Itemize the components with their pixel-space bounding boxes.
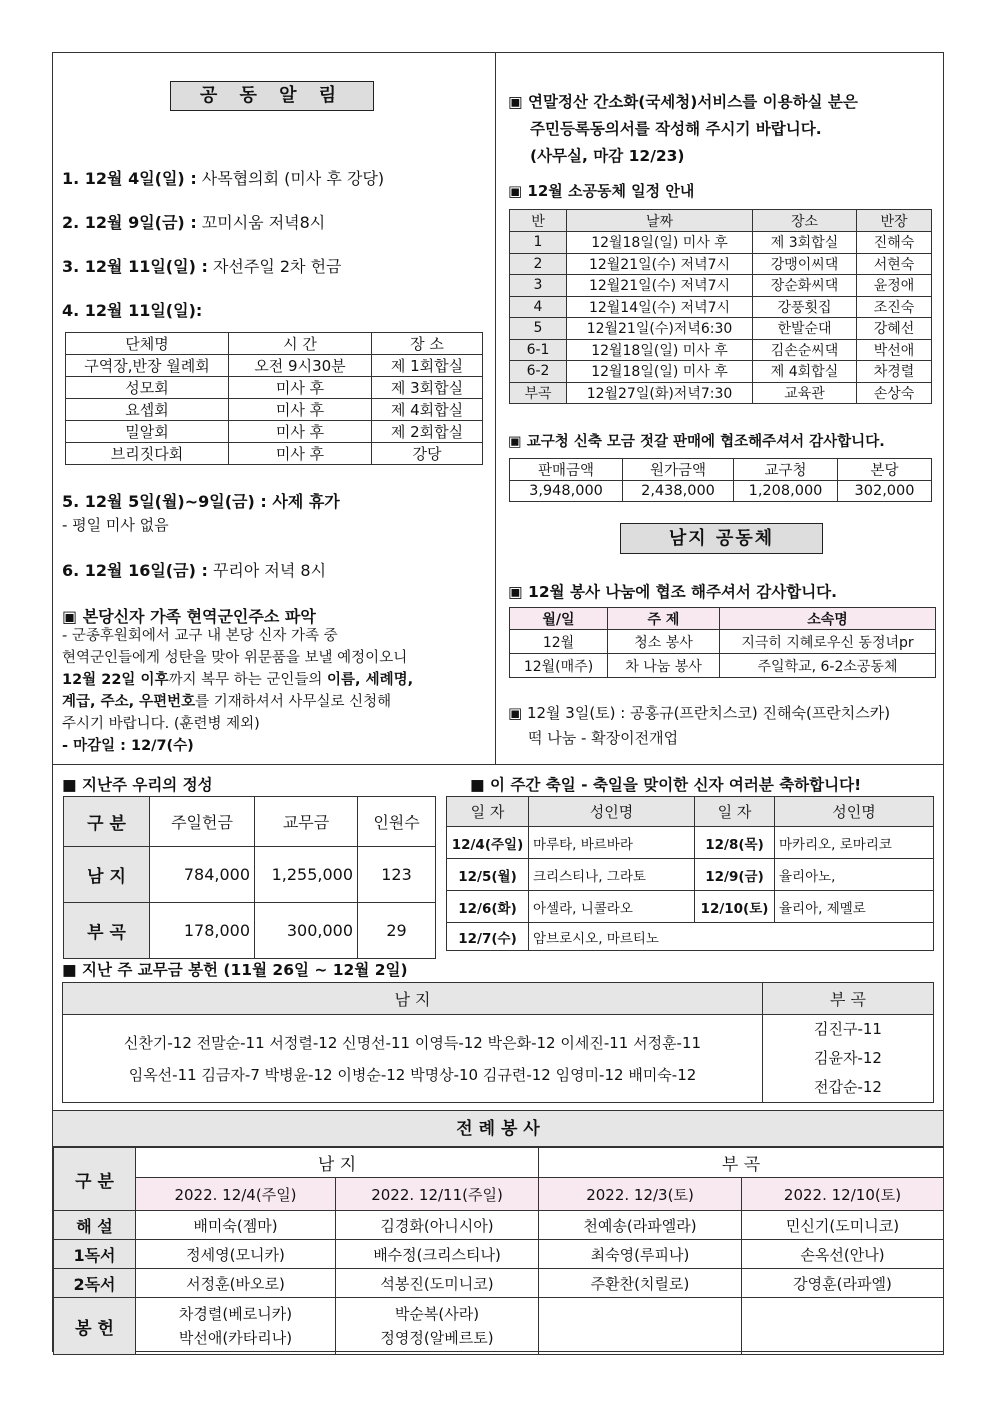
table-cell: 5: [510, 318, 567, 340]
table-cell: 2독서: [54, 1269, 136, 1298]
table-header-row: [64, 797, 436, 847]
table-cell: 교육관: [753, 382, 857, 404]
table-cell: 12/6(화): [447, 891, 529, 923]
table-cell: 6-2: [510, 361, 567, 383]
offer-name: 박선애(카타리나): [178, 1329, 293, 1347]
table-header: 인원수: [358, 797, 436, 847]
offering-table: [63, 796, 436, 959]
notice-item-4: 4. 12월 11일(일):: [62, 301, 203, 320]
table-row: [510, 481, 932, 502]
table-cell: 2,438,000: [623, 481, 734, 502]
table-row: [54, 1298, 944, 1355]
table-row: [447, 827, 934, 859]
table-cell: 율리아노,: [775, 859, 934, 891]
table-cell: 진해숙: [857, 232, 932, 254]
table-cell: 12월21일(수) 저녁7시: [567, 275, 753, 297]
table-header-row: [447, 797, 934, 827]
table-header: 원가금액: [623, 459, 734, 481]
notice-item-5-sub: - 평일 미사 없음: [62, 516, 169, 534]
feast-heading: ■ 이 주간 축일 - 축일을 맞이한 신자 여러분 축하합니다!: [470, 776, 862, 794]
table-row: [54, 1240, 944, 1269]
table-cell: 민신기(도미니코): [742, 1211, 944, 1240]
dues-namji-line: 임옥선-11 김금자-7 박병윤-12 이병순-12 박명상-10 김규련-12 임영미-12 배미숙-12: [128, 1065, 697, 1084]
table-cell: 서현숙: [857, 253, 932, 275]
table-cell: 12월18일(일) 미사 후: [567, 232, 753, 254]
table-cell: 윤정애: [857, 275, 932, 297]
table-header: 판매금액: [510, 459, 623, 481]
table-header: 2022. 12/11(주일): [336, 1178, 539, 1211]
table-cell: 해 설: [54, 1211, 136, 1240]
table-cell: 1: [510, 232, 567, 254]
table-cell: 12/8(목): [695, 827, 775, 859]
table-row: [54, 1269, 944, 1298]
table-header: 2022. 12/10(토): [742, 1178, 944, 1211]
table-cell: 123: [358, 847, 436, 903]
table-header: 날짜: [567, 210, 753, 232]
table-header: 장소: [753, 210, 857, 232]
table-cell: 강영훈(라파엘): [742, 1269, 944, 1298]
table-header: 교무금: [255, 797, 358, 847]
table-cell: 제 3회합실: [753, 232, 857, 254]
table-cell: 12/9(금): [695, 859, 775, 891]
table-cell: 302,000: [838, 481, 932, 502]
dues-bugok-entry: 김윤자-12: [814, 1049, 882, 1067]
table-header: 부 곡: [763, 983, 934, 1015]
tax-line-1: ▣ 연말정산 간소화(국세청)서비스를 이용하실 분은: [508, 93, 858, 111]
offering-heading: ■ 지난주 우리의 정성: [62, 776, 213, 794]
table-row: [510, 654, 936, 678]
offer-name: 정영정(알베르토): [380, 1329, 494, 1347]
table-cell: 김경화(아니시아): [336, 1211, 539, 1240]
table-row: [447, 859, 934, 891]
small-community-table: [509, 209, 932, 404]
namji-community-title: 남지 공동체: [620, 523, 823, 554]
table-cell: 배수정(크리스티나): [336, 1240, 539, 1269]
table-header-row: [54, 1178, 944, 1211]
table-cell: 12월(매주): [510, 654, 608, 678]
table-row: [447, 891, 934, 923]
table-cell: 마루타, 바르바라: [529, 827, 695, 859]
notice-item-2: 2. 12월 9일(금) : 꼬미시움 저녁8시: [62, 213, 326, 232]
table-row: [510, 318, 932, 340]
table-header: 남 지: [63, 983, 763, 1015]
table-cell: 12월21일(수) 저녁7시: [567, 253, 753, 275]
table-header: 단체명: [66, 333, 229, 355]
table-cell: 봉 헌: [54, 1298, 136, 1355]
table-cell: 주환찬(치릴로): [539, 1269, 742, 1298]
table-header: 시 간: [229, 333, 372, 355]
table-cell: 석봉진(도미니코): [336, 1269, 539, 1298]
table-cell: 3: [510, 275, 567, 297]
military-line-3: 12월 22일 이후까지 복무 하는 군인들의 이름, 세례명,: [62, 672, 414, 688]
table-header: 반: [510, 210, 567, 232]
table-header: 주일헌금: [150, 797, 255, 847]
table-cell: 차경렬: [857, 361, 932, 383]
table-cell: 지극히 지혜로우신 동정녀pr: [720, 630, 936, 654]
notice-item-6: 6. 12월 16일(금) : 꾸리아 저녁 8시: [62, 561, 327, 580]
table-cell: 조진숙: [857, 296, 932, 318]
table-row: [510, 361, 932, 383]
table-row: [54, 1211, 944, 1240]
table-cell: 크리스티나, 그라토: [529, 859, 695, 891]
service-table: [509, 607, 936, 678]
table-cell: 최숙영(루피나): [539, 1240, 742, 1269]
liturgy-table: [53, 1147, 944, 1355]
group-table-header: [66, 333, 483, 355]
table-row: [510, 232, 932, 254]
notice-item-1: 1. 12월 4일(일) : 사목협의회 (미사 후 강당): [62, 169, 385, 188]
table-cell: [742, 1298, 944, 1355]
table-cell: 성모회: [66, 377, 229, 399]
table-cell: 12월27일(화)저녁7:30: [567, 382, 753, 404]
table-row: [66, 399, 483, 421]
table-cell: 김손순씨댁: [753, 339, 857, 361]
table-header: 소속명: [720, 608, 936, 630]
tax-line-2: 주민등록동의서를 작성해 주시기 바랍니다.: [530, 120, 822, 138]
table-row: [510, 253, 932, 275]
table-cell: 요셉회: [66, 399, 229, 421]
table-cell: 3,948,000: [510, 481, 623, 502]
table-cell: 29: [358, 903, 436, 959]
table-header: 본당: [838, 459, 932, 481]
feast-table: [446, 796, 934, 951]
table-cell: 배미숙(젬마): [136, 1211, 336, 1240]
table-cell: 300,000: [255, 903, 358, 959]
table-cell: 정세영(모니카): [136, 1240, 336, 1269]
notice-item-3: 3. 12월 11일(일) : 자선주일 2차 헌금: [62, 257, 342, 276]
table-cell: 178,000: [150, 903, 255, 959]
table-header: 장 소: [372, 333, 483, 355]
table-cell: 아셀라, 니콜라오: [529, 891, 695, 923]
table-cell: 12월18일(일) 미사 후: [567, 339, 753, 361]
table-header: 일 자: [695, 797, 775, 827]
table-cell: 차 나눔 봉사: [608, 654, 720, 678]
notice-title: 공 동 알 림: [170, 81, 374, 111]
table-cell: 손옥선(안나): [742, 1240, 944, 1269]
table-cell: 강풍횟집: [753, 296, 857, 318]
table-cell: 부곡: [510, 382, 567, 404]
table-row: [64, 847, 436, 903]
table-cell: 부 곡: [64, 903, 150, 959]
table-cell: 남 지: [64, 847, 150, 903]
table-row: [64, 903, 436, 959]
table-cell: 12/10(토): [695, 891, 775, 923]
table-header: 구 분: [64, 797, 150, 847]
service-heading: ▣ 12월 봉사 나눔에 협조 해주셔서 감사합니다.: [508, 583, 838, 601]
table-cell: 구역장,반장 월례회: [66, 355, 229, 377]
military-line-5: 주시기 바랍니다. (훈련병 제외): [62, 716, 260, 732]
table-header: 일 자: [447, 797, 529, 827]
table-cell: 브리짓다회: [66, 443, 229, 465]
military-deadline: - 마감일 : 12/7(수): [62, 738, 194, 754]
table-cell: 박선애: [857, 339, 932, 361]
table-cell: 서정훈(바오로): [136, 1269, 336, 1298]
table-cell: [63, 1015, 763, 1103]
offer-name: 박순복(사라): [394, 1305, 480, 1323]
table-cell: 제 3회합실: [372, 377, 483, 399]
table-cell: 12/7(수): [447, 923, 529, 951]
table-row: [66, 443, 483, 465]
table-cell: 주일학교, 6-2소공동체: [720, 654, 936, 678]
military-line-1: - 군종후원회에서 교구 내 본당 신자 가족 중: [62, 628, 338, 644]
table-cell: 12월: [510, 630, 608, 654]
table-row: [66, 355, 483, 377]
table-cell: 6-1: [510, 339, 567, 361]
table-cell: 청소 봉사: [608, 630, 720, 654]
dec3-line-1: ▣ 12월 3일(토) : 공홍규(프란치스코) 진해숙(프란치스카): [508, 704, 891, 722]
military-line-2: 현역군인들에게 성탄을 맞아 위문품을 보낼 예정이오니: [62, 650, 408, 666]
table-cell: 미사 후: [229, 421, 372, 443]
table-header: 구 분: [54, 1148, 136, 1211]
table-header: 성인명: [775, 797, 934, 827]
table-cell: 한발순대: [753, 318, 857, 340]
table-cell: 천예송(라파엘라): [539, 1211, 742, 1240]
table-header: 성인명: [529, 797, 695, 827]
table-header-row: [510, 459, 932, 481]
table-cell: 강혜선: [857, 318, 932, 340]
table-header: 남 지: [136, 1148, 539, 1178]
table-row: [510, 296, 932, 318]
table-cell: 12/5(월): [447, 859, 529, 891]
table-cell: 1독서: [54, 1240, 136, 1269]
table-cell: [539, 1298, 742, 1355]
table-cell: 강맹이씨댁: [753, 253, 857, 275]
column-divider: [495, 52, 496, 764]
table-cell: 제 1회합실: [372, 355, 483, 377]
table-header: 2022. 12/4(주일): [136, 1178, 336, 1211]
table-cell: 제 2회합실: [372, 421, 483, 443]
table-cell: [763, 1015, 934, 1103]
liturgy-title: 전 례 봉 사: [53, 1111, 943, 1147]
table-row: [510, 275, 932, 297]
table-cell: 율리아, 제멜로: [775, 891, 934, 923]
notice-item-5: 5. 12월 5일(월)~9일(금) : 사제 휴가: [62, 492, 340, 511]
table-cell: 12/4(주일): [447, 827, 529, 859]
table-cell: 12월21일(수)저녁6:30: [567, 318, 753, 340]
table-cell: 손상숙: [857, 382, 932, 404]
table-cell: 784,000: [150, 847, 255, 903]
table-cell: 4: [510, 296, 567, 318]
table-cell: 밀알회: [66, 421, 229, 443]
table-cell: 제 4회합실: [753, 361, 857, 383]
table-header-row: [510, 210, 932, 232]
table-row: [63, 1015, 934, 1103]
dec3-line-2: 떡 나눔 - 확장이전개업: [528, 729, 679, 747]
table-header: 주 제: [608, 608, 720, 630]
sales-heading: ▣ 교구청 신축 모금 젓갈 판매에 협조해주셔서 감사합니다.: [508, 434, 885, 450]
military-heading: ▣ 본당신자 가족 현역군인주소 파악: [62, 607, 316, 626]
table-cell: 마카리오, 로마리코: [775, 827, 934, 859]
dues-bugok-entry: 전갑순-12: [814, 1078, 882, 1096]
table-header: 교구청: [734, 459, 838, 481]
table-cell: 12월18일(일) 미사 후: [567, 361, 753, 383]
table-cell: 미사 후: [229, 377, 372, 399]
table-header: 부 곡: [539, 1148, 944, 1178]
table-cell: 오전 9시30분: [229, 355, 372, 377]
table-header: 2022. 12/3(토): [539, 1178, 742, 1211]
table-row: [66, 377, 483, 399]
table-cell: 1,208,000: [734, 481, 838, 502]
dues-heading: ■ 지난 주 교무금 봉헌 (11월 26일 ~ 12월 2일): [62, 961, 408, 979]
table-cell: 2: [510, 253, 567, 275]
table-cell: 암브로시오, 마르티노: [529, 923, 934, 951]
table-header-row: [54, 1148, 944, 1178]
table-cell: 강당: [372, 443, 483, 465]
dues-table: [62, 982, 934, 1103]
table-row: [66, 421, 483, 443]
table-cell: 장순화씨댁: [753, 275, 857, 297]
group-table: [65, 332, 483, 465]
small-community-heading: ▣ 12월 소공동체 일정 안내: [508, 182, 695, 200]
table-cell: [136, 1298, 336, 1355]
section-divider: [52, 764, 944, 765]
table-row: [447, 923, 934, 951]
table-header-row: [510, 608, 936, 630]
dues-bugok-entry: 김진구-11: [814, 1020, 882, 1038]
offer-name: 차경렬(베로니카): [178, 1305, 293, 1323]
military-line-4: 계급, 주소, 우편번호를 기재하셔서 사무실로 신청해: [62, 694, 392, 710]
table-cell: 12월14일(수) 저녁7시: [567, 296, 753, 318]
table-cell: [336, 1298, 539, 1355]
dues-namji-line: 신찬기-12 전말순-11 서정렬-12 신명선-11 이영득-12 박은화-12 이세진-11 서정훈-11: [123, 1033, 702, 1052]
tax-line-3: (사무실, 마감 12/23): [530, 147, 685, 165]
table-row: [510, 339, 932, 361]
table-row: [510, 382, 932, 404]
sales-table: [509, 458, 932, 502]
table-row: [510, 630, 936, 654]
table-cell: 제 4회합실: [372, 399, 483, 421]
table-cell: 미사 후: [229, 399, 372, 421]
table-header: 월/일: [510, 608, 608, 630]
table-header: 반장: [857, 210, 932, 232]
table-cell: 1,255,000: [255, 847, 358, 903]
table-cell: 미사 후: [229, 443, 372, 465]
table-header-row: [63, 983, 934, 1015]
